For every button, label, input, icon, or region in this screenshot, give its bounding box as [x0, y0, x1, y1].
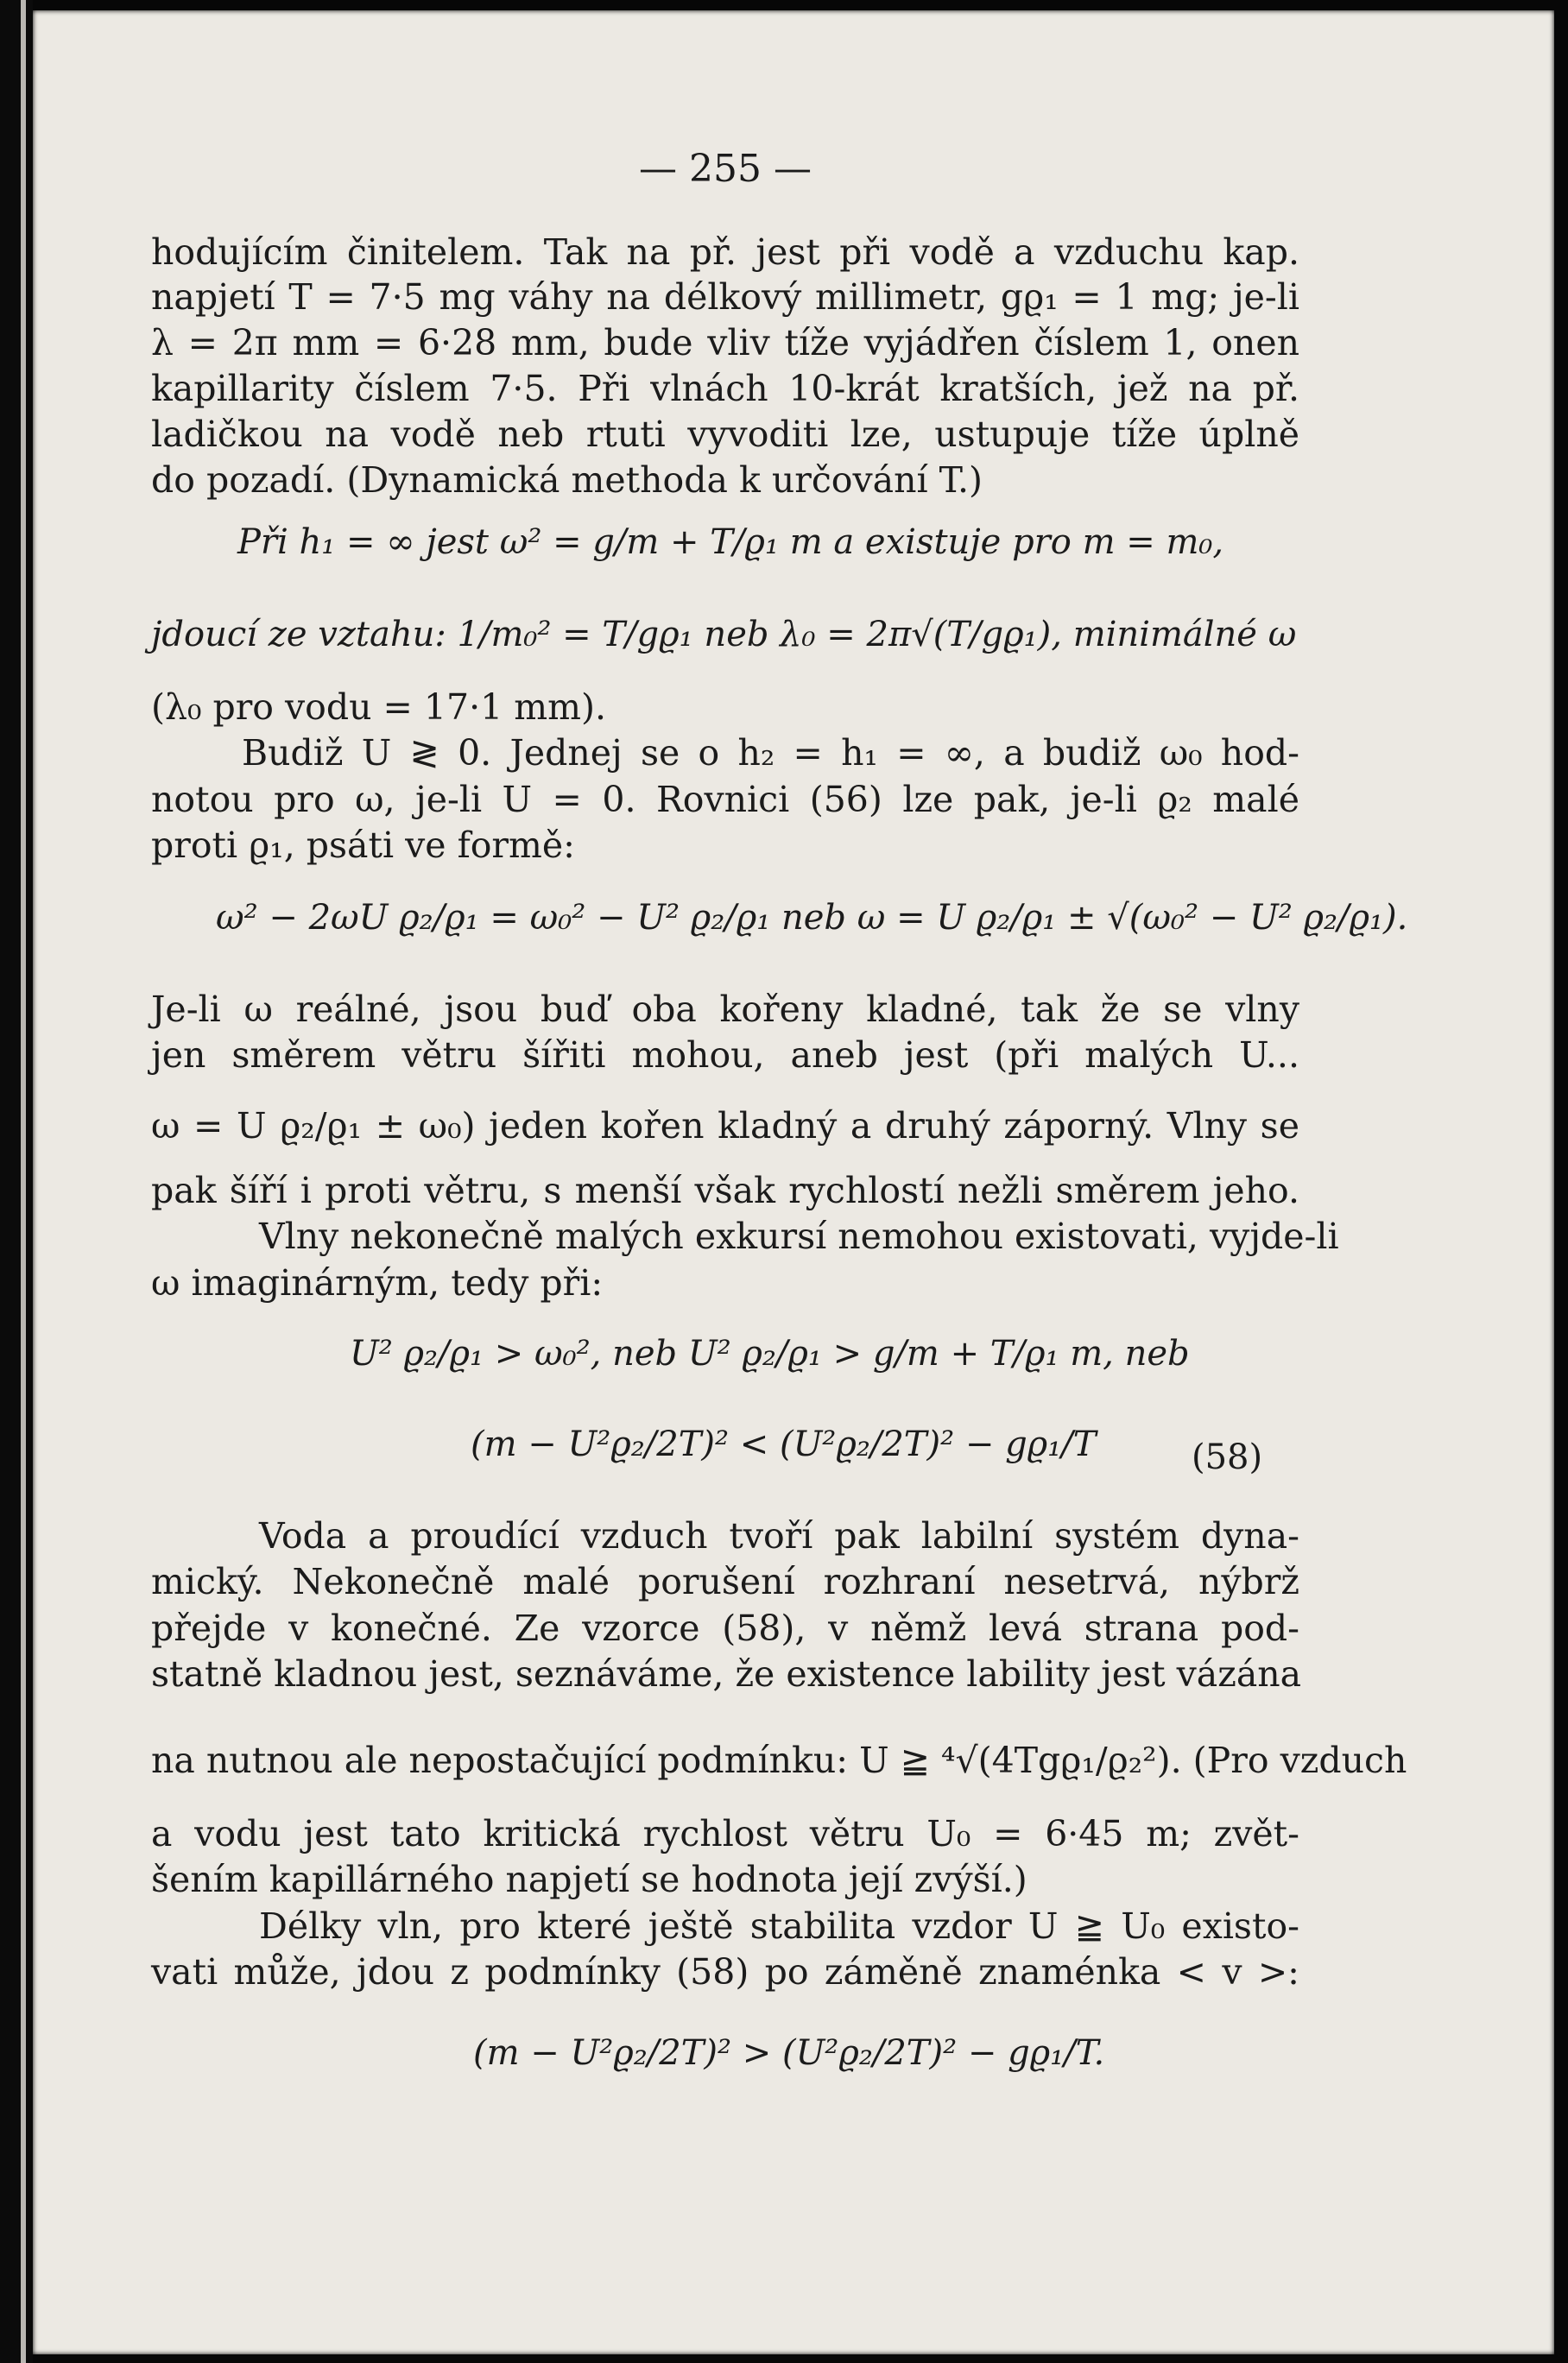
text-line: Je-li ω reálné, jsou buď oba kořeny kladné, tak že se vlny	[151, 989, 1299, 1030]
text-line: jen směrem větru šířiti mohou, aneb jest (při malých U...	[151, 1034, 1299, 1076]
text-line: Vlny nekonečně malých exkursí nemohou existovati, vyjde-li	[259, 1216, 1339, 1257]
text-line: do pozadí. (Dynamická methoda k určování T.)	[151, 459, 983, 501]
text-line: napjetí T = 7·5 mg váhy na délkový millimetr, gϱ₁ = 1 mg; je-li	[151, 276, 1299, 318]
equation-line: U² ϱ₂/ϱ₁ > ω₀², neb U² ϱ₂/ϱ₁ > g/m + T/ϱ₁ m, neb	[350, 1334, 1190, 1374]
equation-line: ω² − 2ωU ϱ₂/ϱ₁ = ω₀² − U² ϱ₂/ϱ₁ neb ω = U ϱ₂/ϱ₁ ± √(ω₀² − U² ϱ₂/ϱ₁).	[216, 898, 1408, 938]
text-line: Voda a proudící vzduch tvoří pak labilní systém dyna-	[259, 1515, 1299, 1557]
text-line: kapillarity číslem 7·5. Při vlnách 10-krát kratších, jež na př.	[151, 368, 1299, 409]
text-line: ω imaginárným, tedy při:	[151, 1262, 604, 1304]
binding-edge	[21, 0, 26, 2363]
equation-line: (m − U²ϱ₂/2T)² < (U²ϱ₂/2T)² − gϱ₁/T	[471, 1425, 1097, 1464]
text-line: na nutnou ale nepostačující podmínku: U ≧ ⁴√(4Tgϱ₁/ϱ₂²). (Pro vzduch	[151, 1740, 1407, 1781]
equation-number: (58)	[1192, 1437, 1263, 1477]
equation-line: jdoucí ze vztahu: 1/m₀² = T/gϱ₁ neb λ₀ = 2π√(T/gϱ₁), minimálné ω	[151, 615, 1297, 654]
text-line: (λ₀ pro vodu = 17·1 mm).	[151, 686, 607, 728]
text-line: ladičkou na vodě neb rtuti vyvoditi lze, ustupuje tíže úplně	[151, 414, 1299, 455]
text-line: Délky vln, pro které ještě stabilita vzdor U ≧ U₀ existo-	[259, 1905, 1299, 1947]
text-line: vati může, jdou z podmínky (58) po záměně znaménka < v >:	[151, 1951, 1299, 1993]
text-line: proti ϱ₁, psáti ve formě:	[151, 825, 575, 866]
text-line: Budiž U ≷ 0. Jednej se o h₂ = h₁ = ∞, a budiž ω₀ hod-	[242, 732, 1299, 774]
text-line: přejde v konečné. Ze vzorce (58), v němž levá strana pod-	[151, 1608, 1299, 1649]
text-line: šením kapillárného napjetí se hodnota její zvýší.)	[151, 1859, 1027, 1900]
equation-line: Při h₁ = ∞ jest ω² = g/m + T/ϱ₁ m a existuje pro m = m₀,	[237, 522, 1224, 562]
text-line: pak šíří i proti větru, s menší však rychlostí nežli směrem jeho.	[151, 1170, 1299, 1211]
book-binding	[0, 0, 33, 2363]
text-line: mický. Nekonečně malé porušení rozhraní nesetrvá, nýbrž	[151, 1561, 1299, 1602]
equation-line: (m − U²ϱ₂/2T)² > (U²ϱ₂/2T)² − gϱ₁/T.	[473, 2033, 1105, 2073]
text-line: ω = U ϱ₂/ϱ₁ ± ω₀) jeden kořen kladný a druhý záporný. Vlny se	[151, 1105, 1299, 1147]
text-line: notou pro ω, je-li U = 0. Rovnici (56) lze pak, je-li ϱ₂ malé	[151, 779, 1299, 820]
text-line: λ = 2π mm = 6·28 mm, bude vliv tíže vyjádřen číslem 1, onen	[151, 322, 1299, 363]
page-number: — 255 —	[639, 147, 812, 191]
text-line: hodujícím činitelem. Tak na př. jest při vodě a vzduchu kap.	[151, 231, 1299, 273]
text-line: statně kladnou jest, seznáváme, že existence lability jest vázána	[151, 1653, 1302, 1695]
text-line: a vodu jest tato kritická rychlost větru U₀ = 6·45 m; zvět-	[151, 1813, 1299, 1854]
